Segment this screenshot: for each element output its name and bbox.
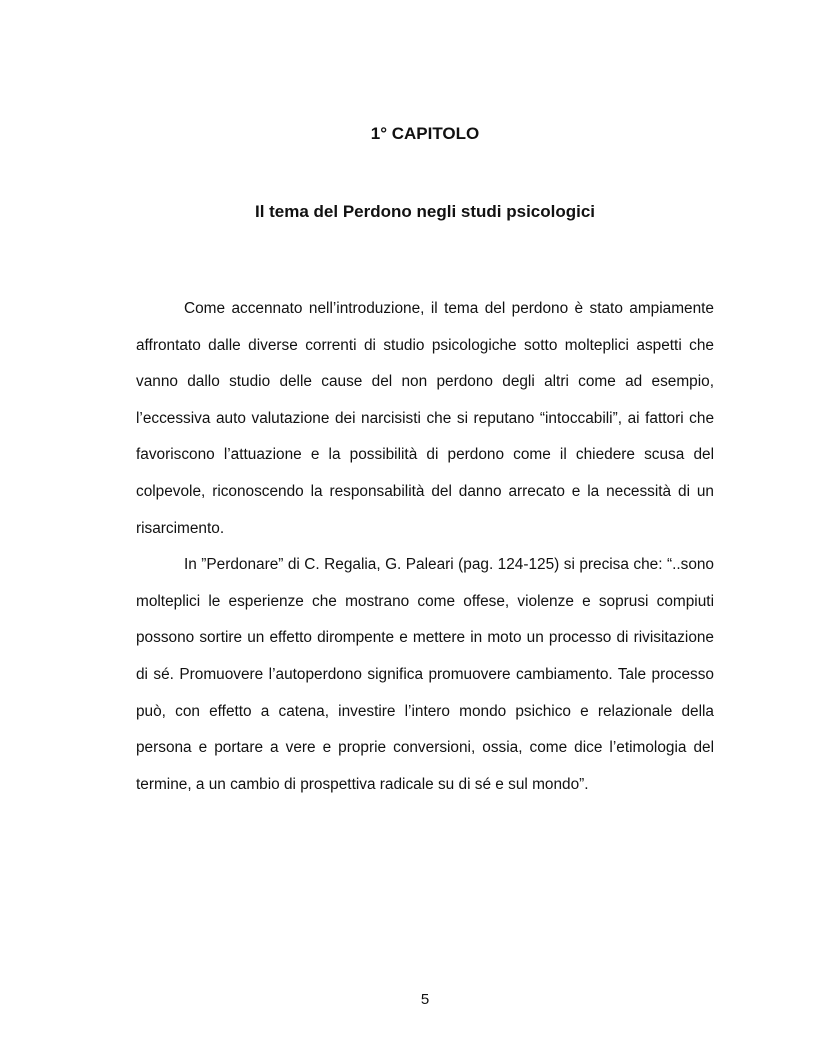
chapter-subtitle: Il tema del Perdono negli studi psicologici — [254, 202, 596, 221]
paragraph-introduction: Come accennato nell’introduzione, il tema del perdono è stato ampiamente affrontato dalle diverse correnti di studio psicologiche sotto molteplici aspetti che vanno dallo studio delle cause del non perdono degli altri come ad esempio, l’eccessiva auto valutazione dei narcisisti che si reputano “intoccabili”, ai fattori che favoriscono l’attuazione e la possibilità di perdono come il chiedere scusa del colpevole, riconoscendo la responsabilità del danno arrecato e la necessità di un risarcimento. — [136, 300, 714, 537]
paragraph-quotation: In ”Perdonare” di C. Regalia, G. Paleari (pag. 124-125) si precisa che: “..sono molteplici le esperienze che mostrano come offese, violenze e soprusi compiuti possono sortire un effetto dirompente e mettere in moto un processo di rivisitazione di sé. Promuovere l’autoperdono significa promuovere cambiamento. Tale processo può, con effetto a catena, investire l’intero mondo psichico e relazionale della persona e portare a vere e proprie conversioni, ossia, come dice l’etimologia del termine, a un cambio di prospettiva radicale su di sé e sul mondo”. — [136, 556, 714, 793]
body-text — [136, 291, 714, 803]
page-number: 5 — [420, 991, 430, 1008]
chapter-heading: 1° CAPITOLO — [370, 124, 480, 143]
